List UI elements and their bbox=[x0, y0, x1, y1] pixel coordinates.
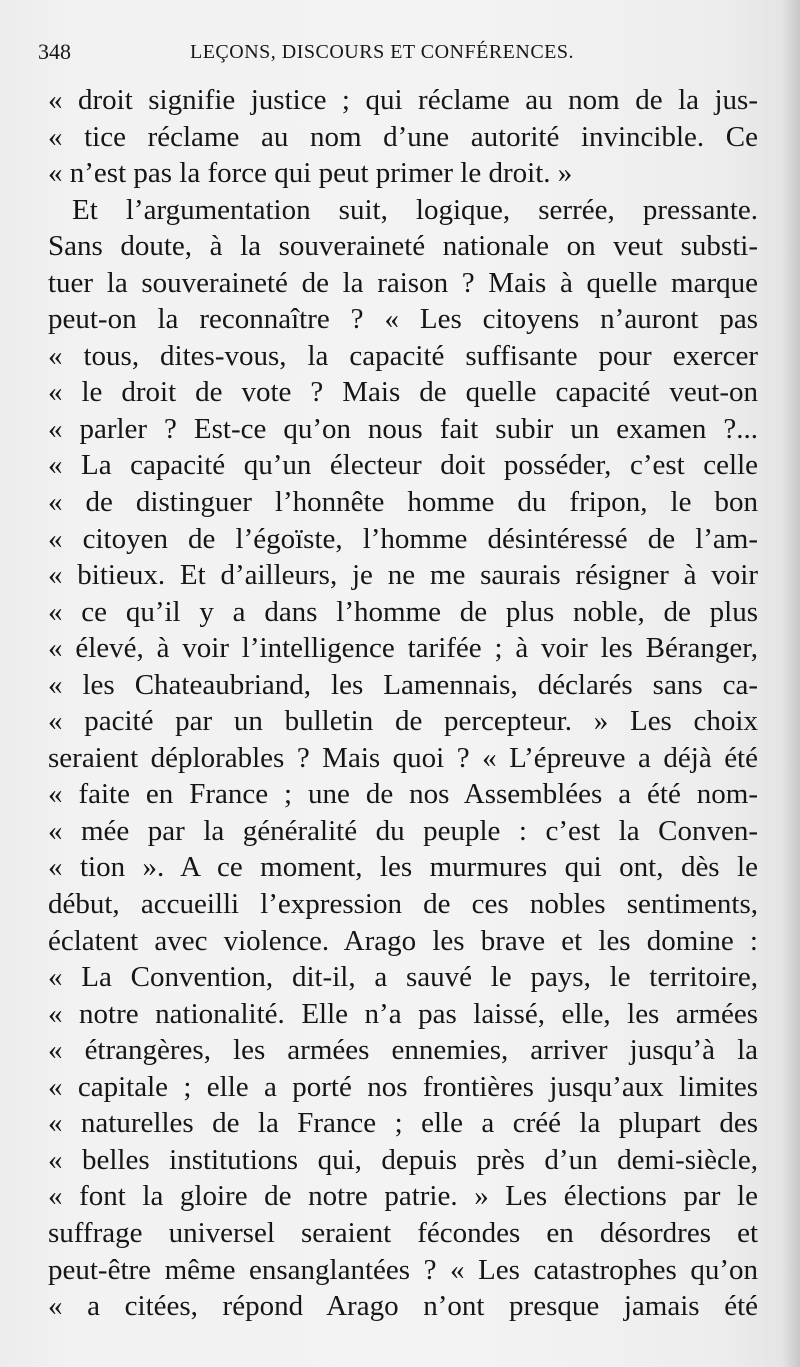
text-line: suffrage universel seraient fécondes en désordres et bbox=[48, 1216, 758, 1249]
text-line: début, accueilli l’expression de ces nobles sentiments, bbox=[48, 888, 758, 921]
text-line: « notre nationalité. Elle n’a pas laissé, elle, les armées bbox=[48, 997, 758, 1030]
text-line: « capitale ; elle a porté nos frontières jusqu’aux limites bbox=[48, 1070, 758, 1103]
text-line: seraient déplorables ? Mais quoi ? « L’épreuve a déjà été bbox=[48, 741, 758, 774]
text-line: « La capacité qu’un électeur doit posséder, c’est celle bbox=[48, 449, 758, 482]
text-line: « naturelles de la France ; elle a créé la plupart des bbox=[48, 1107, 758, 1140]
text-line: « n’est pas la force qui peut primer le droit. » bbox=[48, 157, 573, 190]
text-line: « pacité par un bulletin de percepteur. » Les choix bbox=[48, 705, 758, 738]
text-line: « les Chateaubriand, les Lamennais, déclarés sans ca- bbox=[48, 668, 758, 701]
text-line: peut-être même ensanglantées ? « Les catastrophes qu’on bbox=[48, 1253, 758, 1286]
page-header bbox=[38, 38, 758, 66]
text-line: peut-on la reconnaître ? « Les citoyens n’auront pas bbox=[48, 303, 758, 336]
running-title: LEÇONS, DISCOURS ET CONFÉRENCES. bbox=[190, 40, 575, 63]
body-text bbox=[48, 82, 758, 1325]
text-line: Sans doute, à la souveraineté nationale on veut substi- bbox=[48, 230, 758, 263]
text-line: « tion ». A ce moment, les murmures qui ont, dès le bbox=[48, 851, 758, 884]
text-line: « citoyen de l’égoïste, l’homme désintéressé de l’am- bbox=[48, 522, 758, 555]
text-line: « mée par la généralité du peuple : c’est la Conven- bbox=[48, 814, 758, 847]
text-line: « bitieux. Et d’ailleurs, je ne me saurais résigner à voir bbox=[48, 559, 758, 592]
text-line: « a citées, répond Arago n’ont presque jamais été bbox=[48, 1290, 758, 1323]
text-line: « tous, dites-vous, la capacité suffisante pour exercer bbox=[48, 339, 758, 372]
text-line: tuer la souveraineté de la raison ? Mais à quelle marque bbox=[48, 266, 758, 299]
text-line: « étrangères, les armées ennemies, arriver jusqu’à la bbox=[48, 1034, 758, 1067]
text-line: « tice réclame au nom d’une autorité invincible. Ce bbox=[48, 120, 758, 153]
page-number: 348 bbox=[38, 39, 71, 64]
text-line: « ce qu’il y a dans l’homme de plus noble, de plus bbox=[48, 595, 758, 628]
text-line: « La Convention, dit-il, a sauvé le pays, le territoire, bbox=[48, 961, 758, 994]
text-line: « font la gloire de notre patrie. » Les élections par le bbox=[48, 1180, 758, 1213]
text-line: éclatent avec violence. Arago les brave et les domine : bbox=[48, 924, 758, 957]
text-line: Et l’argumentation suit, logique, serrée, pressante. bbox=[72, 193, 758, 226]
text-line: « parler ? Est-ce qu’on nous fait subir un examen ?... bbox=[48, 412, 758, 445]
text-line: « belles institutions qui, depuis près d’un demi-siècle, bbox=[48, 1143, 758, 1176]
text-line: « droit signifie justice ; qui réclame au nom de la jus- bbox=[48, 84, 758, 116]
text-line: « faite en France ; une de nos Assemblées a été nom- bbox=[48, 778, 758, 811]
text-line: « de distinguer l’honnête homme du fripon, le bon bbox=[48, 486, 758, 519]
text-line: « élevé, à voir l’intelligence tarifée ; à voir les Béranger, bbox=[48, 632, 758, 665]
text-line: « le droit de vote ? Mais de quelle capacité veut-on bbox=[48, 376, 758, 409]
